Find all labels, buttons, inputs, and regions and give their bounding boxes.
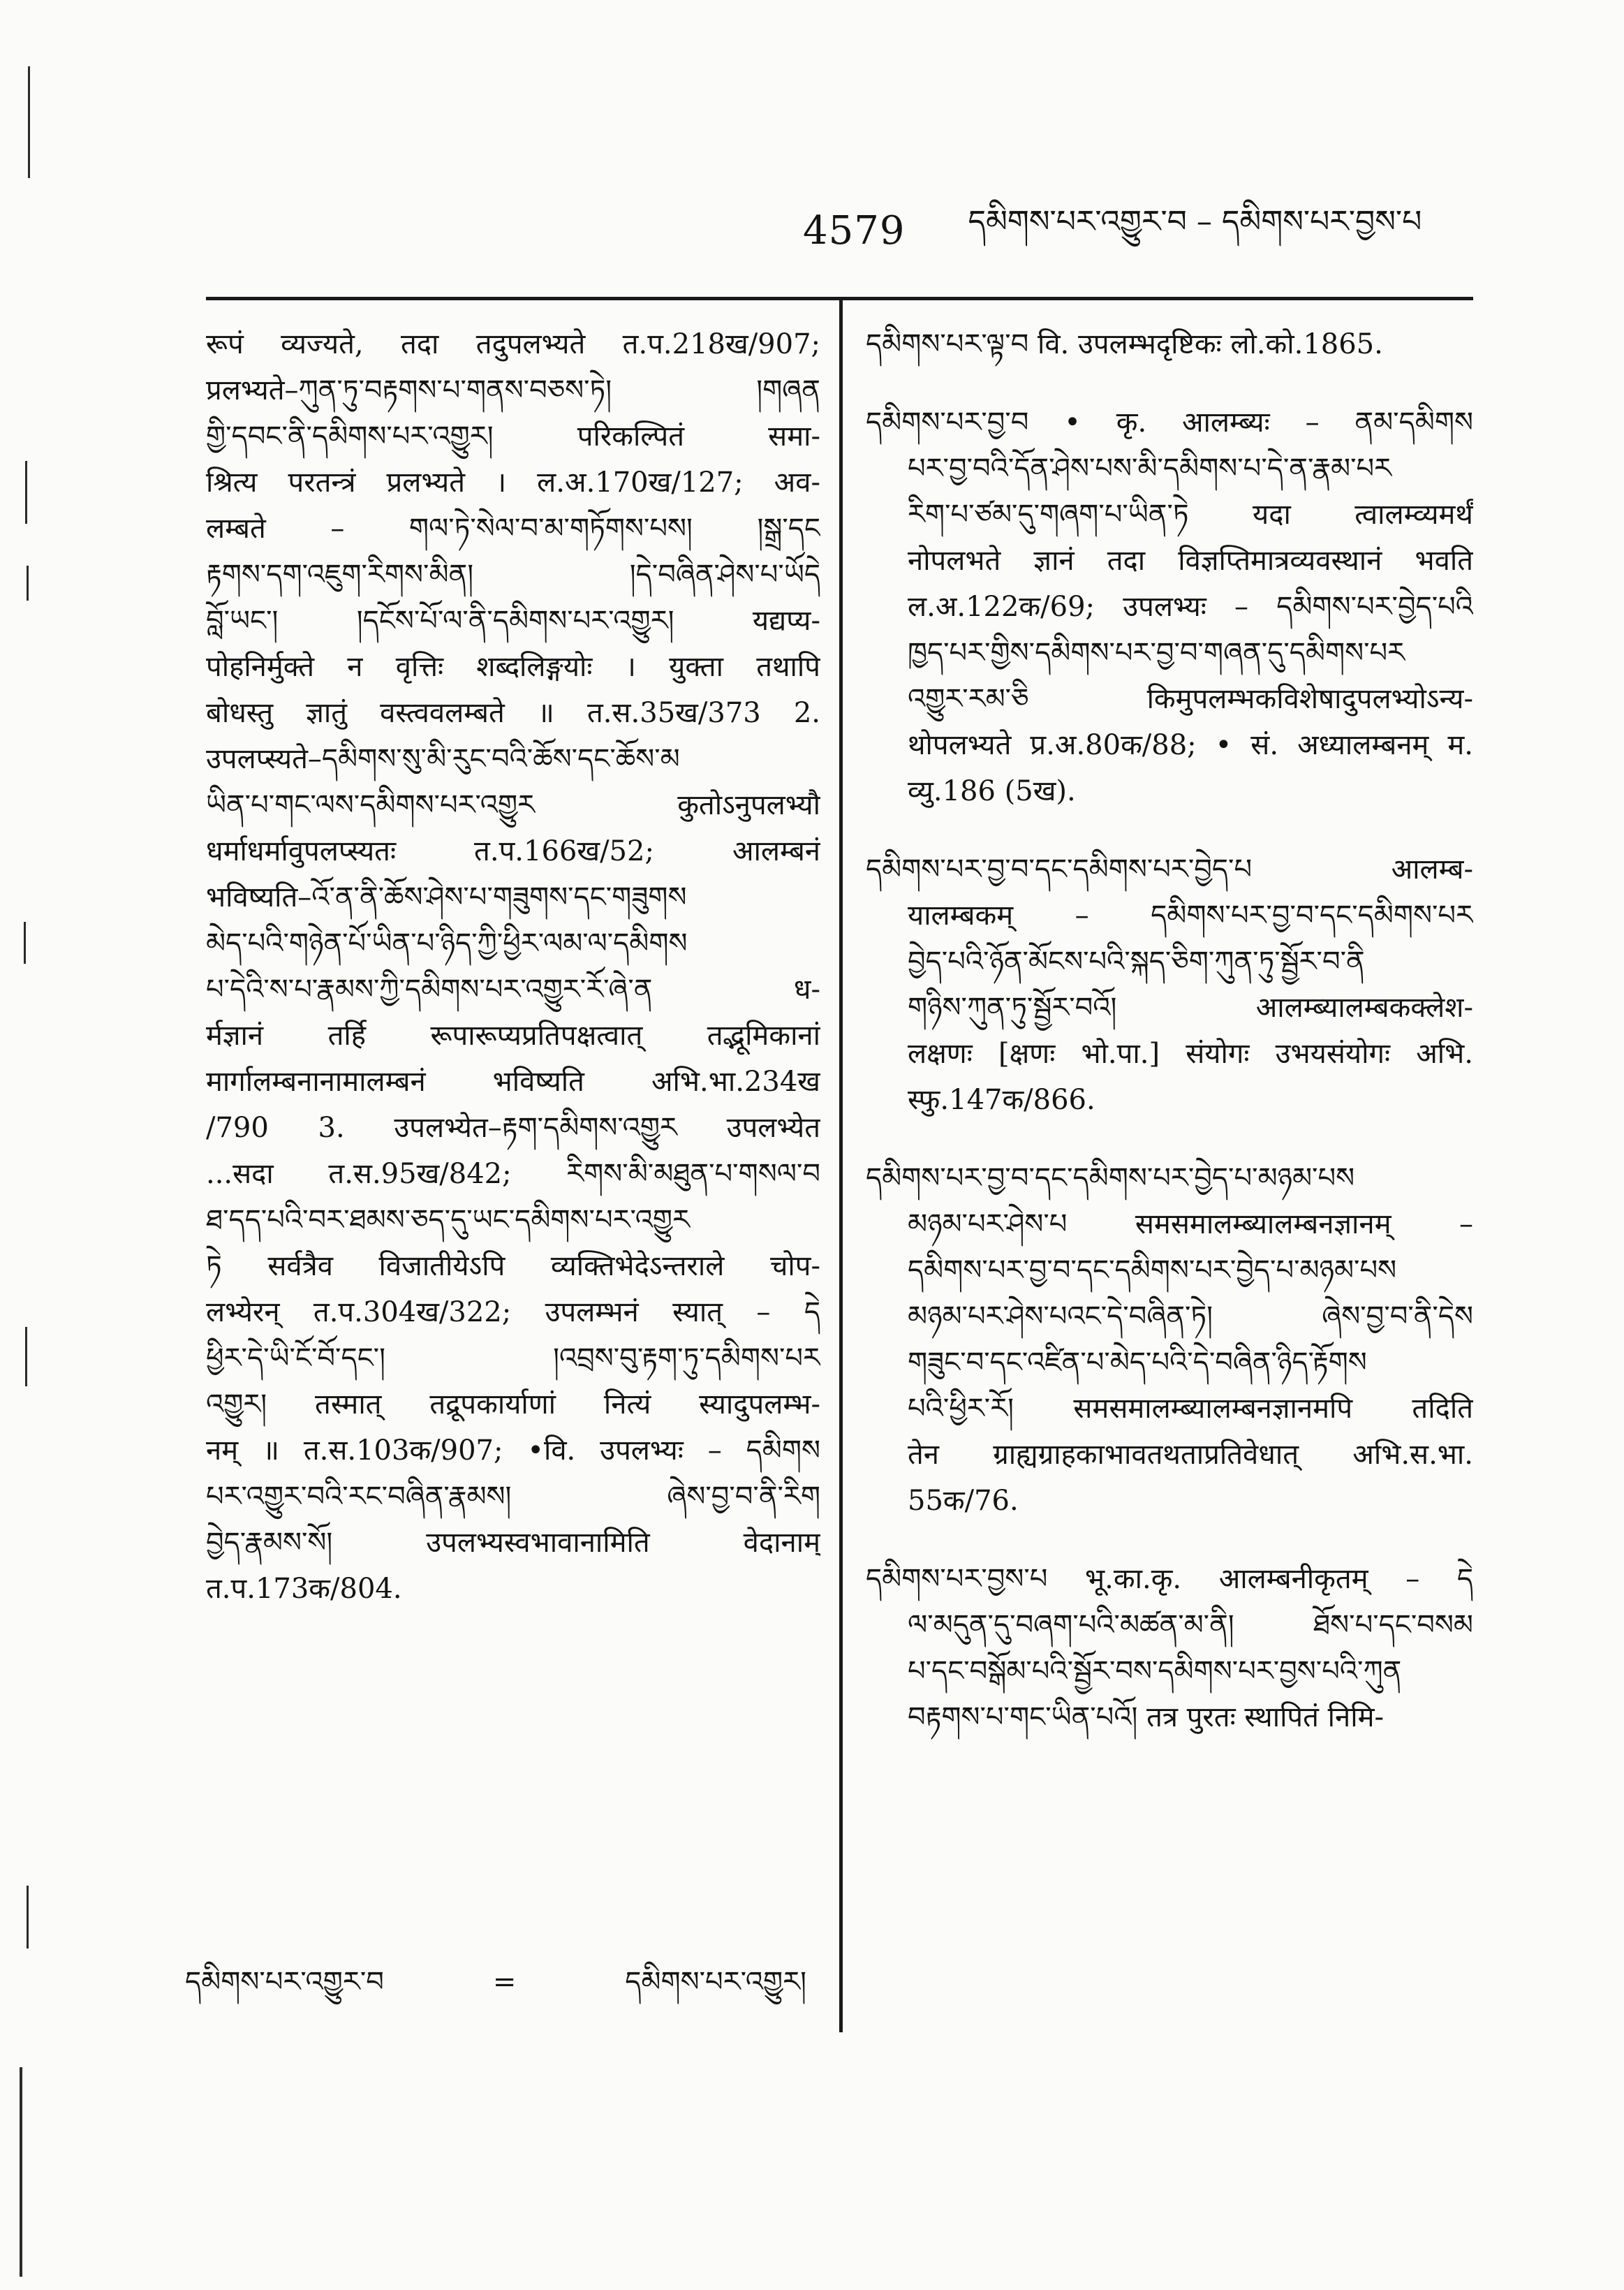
text-line: ཐ་དད་པའི་བར་ཐམས་ཅད་དུ་ཡང་དམིགས་པར་འགྱུར bbox=[206, 1204, 690, 1236]
equals-sign: = bbox=[492, 1966, 517, 1998]
scan-margin-mark bbox=[24, 922, 26, 964]
text-line: लम्बते – གལ་ཏེ་སེལ་བ་མ་གཏོགས་པས། །སྒྲ་དང bbox=[206, 513, 820, 545]
entry-continuation-line: པར་བྱ་བའི་དོན་ཤེས་པས་མི་དམིགས་པ་དེ་ན་རྣམ་པར bbox=[908, 453, 1392, 485]
text-line: ...सदा त.स.95ख/842; རིགས་མི་མཐུན་པ་གསལ་བ bbox=[206, 1158, 820, 1190]
text-line: བྱེད་རྣམས་སོ། उपलभ्यस्वभावानामिति वेदानाम् bbox=[206, 1527, 820, 1559]
scan-margin-mark bbox=[27, 1886, 29, 1948]
scan-margin-mark bbox=[27, 566, 29, 601]
scan-margin-mark bbox=[20, 2067, 22, 2277]
entry-headword-line: དམིགས་པར་བྱས་པ भू.का.कृ. आलम्बनीकृतम् – དེ bbox=[866, 1563, 1473, 1595]
scan-margin-mark bbox=[28, 66, 30, 178]
entry-gap bbox=[866, 367, 1473, 399]
text-line: भविष्यति–འོ་ན་ནི་ཆོས་ཤེས་པ་གཟུགས་དང་གཟུགས bbox=[206, 881, 687, 913]
text-line: /790 3. उपलभ्येत–རྟག་དམིགས་འགྱུར उपलभ्येत bbox=[206, 1112, 820, 1144]
entry-gap bbox=[866, 814, 1473, 846]
text-line: བློ་ཡང་། །དངོས་པོ་ལ་ནི་དམིགས་པར་འགྱུར། यद्यप्य- bbox=[206, 605, 820, 637]
entry-continuation-line: མཉམ་པར་ཤེས་པ समसमालम्ब्यालम्बनज्ञानम् – bbox=[908, 1208, 1473, 1240]
text-line: प्रलभ्यते–ཀུན་ཏུ་བརྟགས་པ་གནས་བཅས་ཏེ། །གཞན bbox=[206, 374, 820, 406]
entry-headword-line: དམིགས་པར་བྱ་བ་དང་དམིགས་པར་བྱེད་པ आलम्ब- bbox=[866, 853, 1473, 886]
entry-continuation-line: लक्षणः [क्षणः भो.पा.] संयोगः उभयसंयोगः अभि. bbox=[908, 1038, 1473, 1070]
entry-continuation-line: ལ་མདུན་དུ་བཞག་པའི་མཚན་མ་ནི། ཐོས་པ་དང་བསམ bbox=[908, 1609, 1473, 1641]
text-line: बोधस्तु ज्ञातुं वस्त्ववलम्बते ॥ त.स.35ख/373 2. bbox=[206, 697, 820, 729]
entry-continuation-line: པ་དང་བསྒོམ་པའི་སྦྱོར་བས་དམིགས་པར་བྱས་པའི་ཀུན bbox=[908, 1655, 1402, 1687]
entry-continuation-line: नोपलभते ज्ञानं तदा विज्ञप्तिमात्रव्यवस्थानं भवति bbox=[908, 545, 1473, 577]
entry-continuation-line: ल.अ.122क/69; उपलभ्यः – དམིགས་པར་བྱེད་པའི bbox=[908, 591, 1473, 623]
entry-continuation-line: རིག་པ་ཙམ་དུ་གཞག་པ་ཡིན་ཏེ यदा त्वालम्व्यमर्थं bbox=[908, 499, 1473, 531]
entry-continuation-line: ཁྱད་པར་གྱིས་དམིགས་པར་བྱ་བ་གཞན་དུ་དམིགས་པར bbox=[908, 637, 1405, 669]
left-column bbox=[206, 321, 820, 1612]
text-line: འགྱུར། तस्मात् तद्रूपकार्याणां नित्यं स्यादुपलम्भ- bbox=[206, 1388, 820, 1421]
text-line: རྟགས་དག་འཇུག་རིགས་མིན། །དེ་བཞིན་ཤེས་པ་ཡོདེ bbox=[206, 559, 820, 591]
text-line: नम् ॥ त.स.103क/907; •वि. उपलभ्यः – དམིགས bbox=[206, 1434, 820, 1467]
text-line: གྱི་དབང་ནི་དམིགས་པར་འགྱུར། परिकल्पितं समा- bbox=[206, 420, 820, 453]
scan-margin-mark bbox=[25, 461, 27, 524]
text-line: मार्गालम्बनानामालम्बनं भविष्यति अभि.भा.234ख bbox=[206, 1066, 820, 1098]
text-line: र्मज्ञानं तर्हि रूपारूप्यप्रतिपक्षत्वात् तद्भूमिकानां bbox=[206, 1020, 820, 1052]
page-number: 4579 bbox=[803, 207, 906, 254]
text-line: པར་འགྱུར་བའི་རང་བཞིན་རྣམས། ཞེས་བྱ་བ་ནི་རིག bbox=[206, 1481, 820, 1513]
text-line: ཡིན་པ་གང་ལས་དམིགས་པར་འགྱུར कुतोऽनुपलभ्यौ bbox=[206, 789, 820, 821]
text-line: पोहनिर्मुक्ते न वृत्तिः शब्दलिङ्गयोः । युक्ता तथापि bbox=[206, 651, 820, 683]
entry-headword-line: དམིགས་པར་བྱ་བ • कृ. आलम्ब्यः – ནམ་དམིགས bbox=[866, 406, 1473, 439]
text-line: धर्माधर्मावुपलप्स्यतः त.प.166ख/52; आलम्बनं bbox=[206, 835, 820, 867]
right-column bbox=[866, 321, 1473, 1740]
entry-continuation-line: व्यु.186 (5ख). bbox=[908, 775, 1076, 807]
text-line: ཏེ सर्वत्रैव विजातीयेऽपि व्यक्तिभेदेऽन्तराले चोप- bbox=[206, 1250, 820, 1282]
entry-continuation-line: यालम्बकम् – དམིགས་པར་བྱ་བ་དང་དམིགས་པར bbox=[908, 900, 1473, 932]
entry-continuation-line: དམིགས་པར་བྱ་བ་དང་དམིགས་པར་བྱེད་པ་མཉམ་པས bbox=[908, 1254, 1397, 1286]
text-line: उपलप्स्यते–དམིགས་སུ་མི་རུང་བའི་ཆོས་དང་ཆོས་མ bbox=[206, 743, 680, 775]
text-line: མེད་པའི་གཉེན་པོ་ཡིན་པ་ཉིད་ཀྱི་ཕྱིར་ལམ་ལ་དམིགས bbox=[206, 927, 688, 960]
text-line: रूपं व्यज्यते, तदा तदुपलभ्यते त.प.218ख/907; bbox=[206, 328, 820, 360]
headword-range: དམིགས་པར་འགྱུར་བ – དམིགས་པར་བྱས་པ bbox=[968, 204, 1422, 240]
entry-continuation-line: གཟུང་བ་དང་འཛིན་པ་མེད་པའི་དེ་བཞིན་ཉིད་རྟོགས bbox=[908, 1346, 1367, 1379]
entry-continuation-line: མཉམ་པར་ཤེས་པའང་དེ་བཞིན་ཏེ། ཞེས་བྱ་བ་ནི་དེས bbox=[908, 1300, 1473, 1333]
text-line: त.प.173क/804. bbox=[206, 1573, 402, 1605]
entry-continuation-line: थोपलभ्यते प्र.अ.80क/88; • सं. अध्यालम्बनम् म. bbox=[908, 729, 1473, 761]
cross-reference-entry bbox=[185, 1959, 806, 2005]
entry-continuation-line: स्फु.147क/866. bbox=[908, 1084, 1095, 1116]
scan-margin-mark bbox=[25, 1327, 27, 1386]
text-line: लभ्येरन् त.प.304ख/322; उपलम्भनं स्यात् – དེ bbox=[206, 1296, 820, 1328]
cross-reference-target: དམིགས་པར་འགྱུར། bbox=[625, 1966, 806, 1998]
entry-gap bbox=[866, 1524, 1473, 1556]
entry-continuation-line: 55क/76. bbox=[908, 1485, 1019, 1517]
entry-gap bbox=[866, 1123, 1473, 1155]
cross-reference-headword: དམིགས་པར་འགྱུར་བ bbox=[185, 1966, 384, 1998]
entry-continuation-line: तेन ग्राह्यग्राहकाभावतथताप्रतिवेधात् अभि.स.भा. bbox=[908, 1439, 1473, 1471]
entry-continuation-line: པའི་ཕྱིར་རོ། समसमालम्ब्यालम्बनज्ञानमपि तदिति bbox=[908, 1393, 1473, 1425]
running-header bbox=[803, 199, 1473, 262]
entry-continuation-line: བྱེད་པའི་ཉོན་མོངས་པའི་སྐད་ཅིག་ཀུན་ཏུ་སྦྱོར་བ་ནི bbox=[908, 946, 1365, 978]
column-divider bbox=[839, 297, 843, 2032]
entry-continuation-line: གཉིས་ཀུན་ཏུ་སྦྱོར་བའོ། आलम्ब्यालम्बकक्लेश- bbox=[908, 992, 1473, 1024]
entry-continuation-line: འགྱུར་རམ་ཅི किमुपलम्भकविशेषादुपलभ्योऽन्य- bbox=[908, 683, 1473, 715]
text-line: श्रित्य परतन्त्रं प्रलभ्यते । ल.अ.170ख/127; अव- bbox=[206, 467, 820, 499]
entry-continuation-line: བརྟགས་པ་གང་ཡིན་པའོ། तत्र पुरतः स्थापितं निमि- bbox=[908, 1701, 1385, 1733]
entry-headword-line: དམིགས་པར་བྱ་བ་དང་དམིགས་པར་བྱེད་པ་མཉམ་པས bbox=[866, 1162, 1355, 1194]
text-line: པ་དེའི་ས་པ་རྣམས་ཀྱི་དམིགས་པར་འགྱུར་རོ་ཞེ་ན ध- bbox=[206, 974, 820, 1006]
text-line: ཕྱིར་དེ་ཡི་ངོ་བོ་དང་། །འབྲས་བུ་རྟག་ཏུ་དམིགས་པར bbox=[206, 1342, 820, 1374]
entry-headword-line: དམིགས་པར་ལྟ་བ वि. उपलम्भदृष्टिकः लो.को.1865. bbox=[866, 328, 1383, 360]
